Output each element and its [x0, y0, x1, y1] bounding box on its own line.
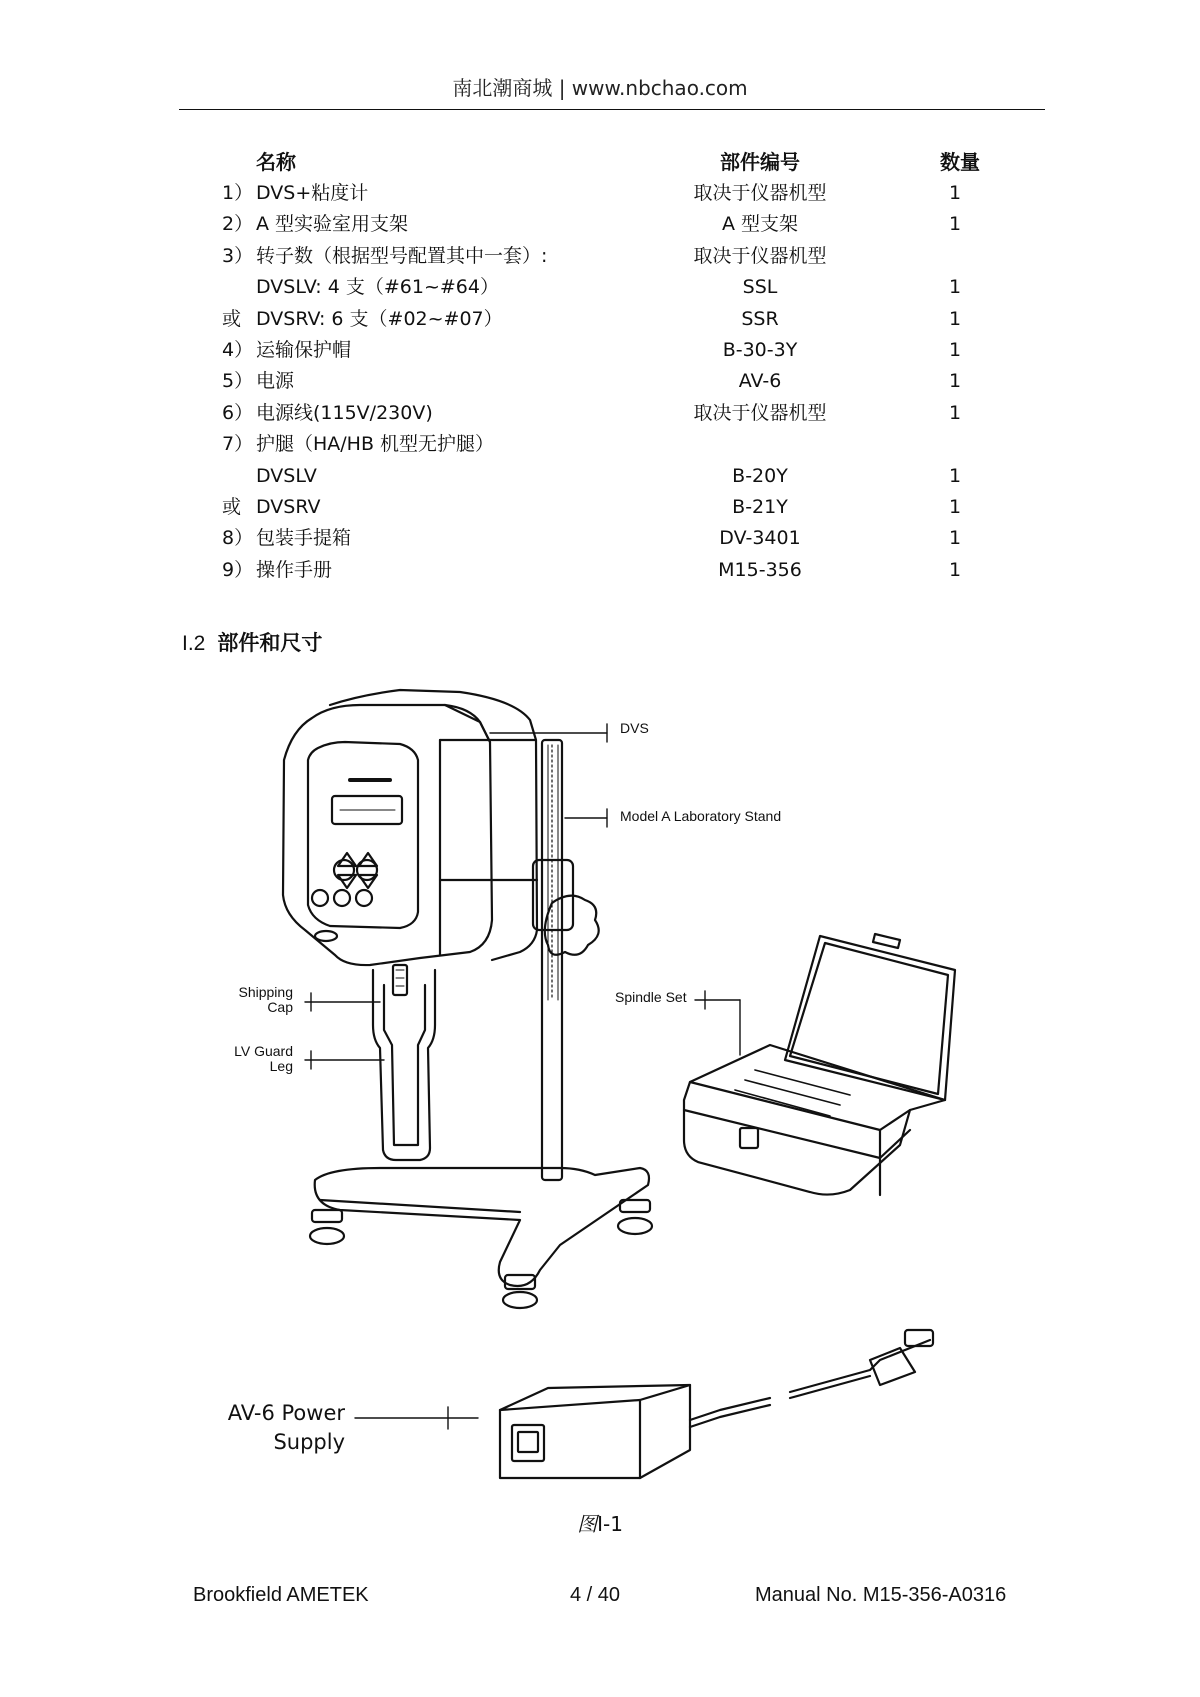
row-part-number: 取决于仪器机型: [693, 401, 827, 424]
row-quantity: 1: [948, 464, 962, 487]
header-rule: [179, 109, 1045, 110]
row-name-cell: [222, 555, 332, 585]
row-part-number: 取决于仪器机型: [693, 182, 827, 204]
row-name-cell: [222, 492, 321, 522]
row-prefix: 1）: [222, 182, 254, 204]
row-quantity: 1: [948, 276, 962, 299]
row-quantity: 1: [948, 370, 962, 393]
row-quantity: 1: [948, 213, 962, 236]
row-name: 护腿（HA/HB 机型无护腿）: [256, 433, 495, 456]
table-row: [0, 429, 1200, 459]
row-part-number: 取决于仪器机型: [693, 244, 827, 267]
row-name-cell: [222, 366, 294, 396]
row-prefix: 4）: [222, 339, 254, 361]
row-name: 电源: [256, 370, 295, 393]
row-quantity: 1: [948, 527, 962, 550]
spindle-case: [684, 934, 955, 1195]
row-part-number: B-30-3Y: [722, 339, 798, 361]
callout-shipping-cap: [215, 985, 293, 1015]
row-quantity: 1: [948, 558, 962, 581]
row-name-cell: [222, 429, 494, 459]
callout-power-supply-line1: AV-6 Power: [227, 1401, 345, 1425]
row-name: DVSRV: [256, 496, 321, 518]
row-name-cell: [222, 523, 351, 553]
footer-page-number: 4 / 40: [569, 1584, 621, 1606]
row-name: DVSLV: [256, 464, 317, 487]
table-row: [0, 492, 1200, 522]
section-number: I.2: [182, 632, 206, 655]
row-name: 运输保护帽: [256, 339, 352, 361]
power-supply-illustration: [500, 1330, 933, 1478]
callout-shipping-cap-line1: Shipping: [238, 984, 293, 1000]
table-row: [0, 523, 1200, 553]
row-name: DVSLV: 4 支（#61~#64）: [256, 276, 499, 299]
viscometer-head: [283, 690, 537, 965]
row-prefix: 3）: [222, 244, 254, 267]
row-name-cell: [222, 335, 351, 365]
stand-rod: [533, 740, 599, 1180]
row-name-cell: [222, 304, 503, 334]
table-row: [0, 241, 1200, 271]
row-name-cell: [222, 178, 368, 208]
table-row: [0, 555, 1200, 585]
column-header-qty: 数量: [940, 150, 980, 174]
row-part-number: SSL: [742, 276, 778, 299]
row-prefix: 6）: [222, 401, 254, 424]
row-prefix: 9）: [222, 558, 254, 581]
footer-company: Brookfield AMETEK: [193, 1584, 369, 1606]
callout-lv-guard-leg-line1: LV Guard: [234, 1043, 293, 1059]
row-quantity: 1: [948, 307, 962, 330]
row-quantity: 1: [948, 339, 962, 361]
row-prefix: 或: [222, 307, 242, 330]
table-row: [0, 178, 1200, 208]
callout-shipping-cap-line2: Cap: [267, 999, 293, 1015]
row-prefix: 2）: [222, 213, 254, 236]
figure-caption-prefix: 图: [577, 1512, 598, 1536]
table-row: [0, 366, 1200, 396]
table-row: [0, 461, 1200, 491]
row-name: DVS+粘度计: [256, 182, 369, 204]
row-name-cell: [222, 241, 547, 271]
row-quantity: 1: [948, 401, 962, 424]
table-row: [0, 335, 1200, 365]
row-quantity: 1: [948, 496, 962, 518]
row-name: 转子数（根据型号配置其中一套）:: [256, 244, 548, 267]
row-name-cell: [222, 398, 433, 428]
column-header-part-no: 部件编号: [720, 150, 800, 174]
row-name: 包装手提箱: [256, 527, 352, 550]
callout-spindle-set: Spindle Set: [615, 989, 687, 1005]
header-site-text: 南北潮商城 | www.nbchao.com: [452, 76, 748, 100]
table-row: [0, 304, 1200, 334]
row-prefix: 5）: [222, 370, 254, 393]
callout-leader-lines: [305, 724, 740, 1429]
row-part-number: B-21Y: [732, 496, 788, 518]
callout-laboratory-stand: Model A Laboratory Stand: [620, 808, 782, 824]
table-row: [0, 209, 1200, 239]
callout-power-supply-line2: Supply: [273, 1430, 345, 1454]
row-name-cell: [222, 272, 499, 302]
stand-base: [310, 1168, 652, 1308]
callout-lv-guard-leg: [215, 1044, 293, 1074]
row-part-number: A 型支架: [721, 213, 799, 236]
table-header-row: [0, 147, 1200, 177]
row-part-number: SSR: [741, 307, 779, 330]
row-name: A 型实验室用支架: [256, 213, 409, 236]
row-name-cell: [222, 461, 317, 491]
row-part-number: M15-356: [718, 558, 802, 581]
section-title: 部件和尺寸: [217, 631, 323, 655]
row-name-cell: [222, 209, 408, 239]
figure-caption-number: I-1: [597, 1512, 623, 1536]
row-prefix: 7）: [222, 433, 254, 456]
guard-leg: [373, 965, 435, 1160]
row-part-number: DV-3401: [719, 527, 801, 550]
callout-dvs: DVS: [620, 720, 649, 736]
row-name: DVSRV: 6 支（#02~#07）: [256, 307, 503, 330]
figure-caption: [0, 1508, 1200, 1537]
row-quantity: 1: [948, 182, 962, 204]
row-part-number: B-20Y: [732, 464, 788, 487]
row-name: 操作手册: [256, 558, 333, 581]
callout-power-supply: [200, 1399, 345, 1457]
row-part-number: AV-6: [738, 370, 782, 393]
row-prefix: 8）: [222, 527, 254, 550]
column-header-name: 名称: [256, 150, 296, 174]
table-row: [0, 398, 1200, 428]
row-prefix: 或: [222, 496, 242, 518]
section-heading: [182, 627, 322, 657]
footer-manual-number: Manual No. M15-356-A0316: [755, 1584, 1007, 1606]
table-row: [0, 272, 1200, 302]
row-name: 电源线(115V/230V): [256, 401, 433, 424]
callout-lv-guard-leg-line2: Leg: [269, 1058, 293, 1074]
